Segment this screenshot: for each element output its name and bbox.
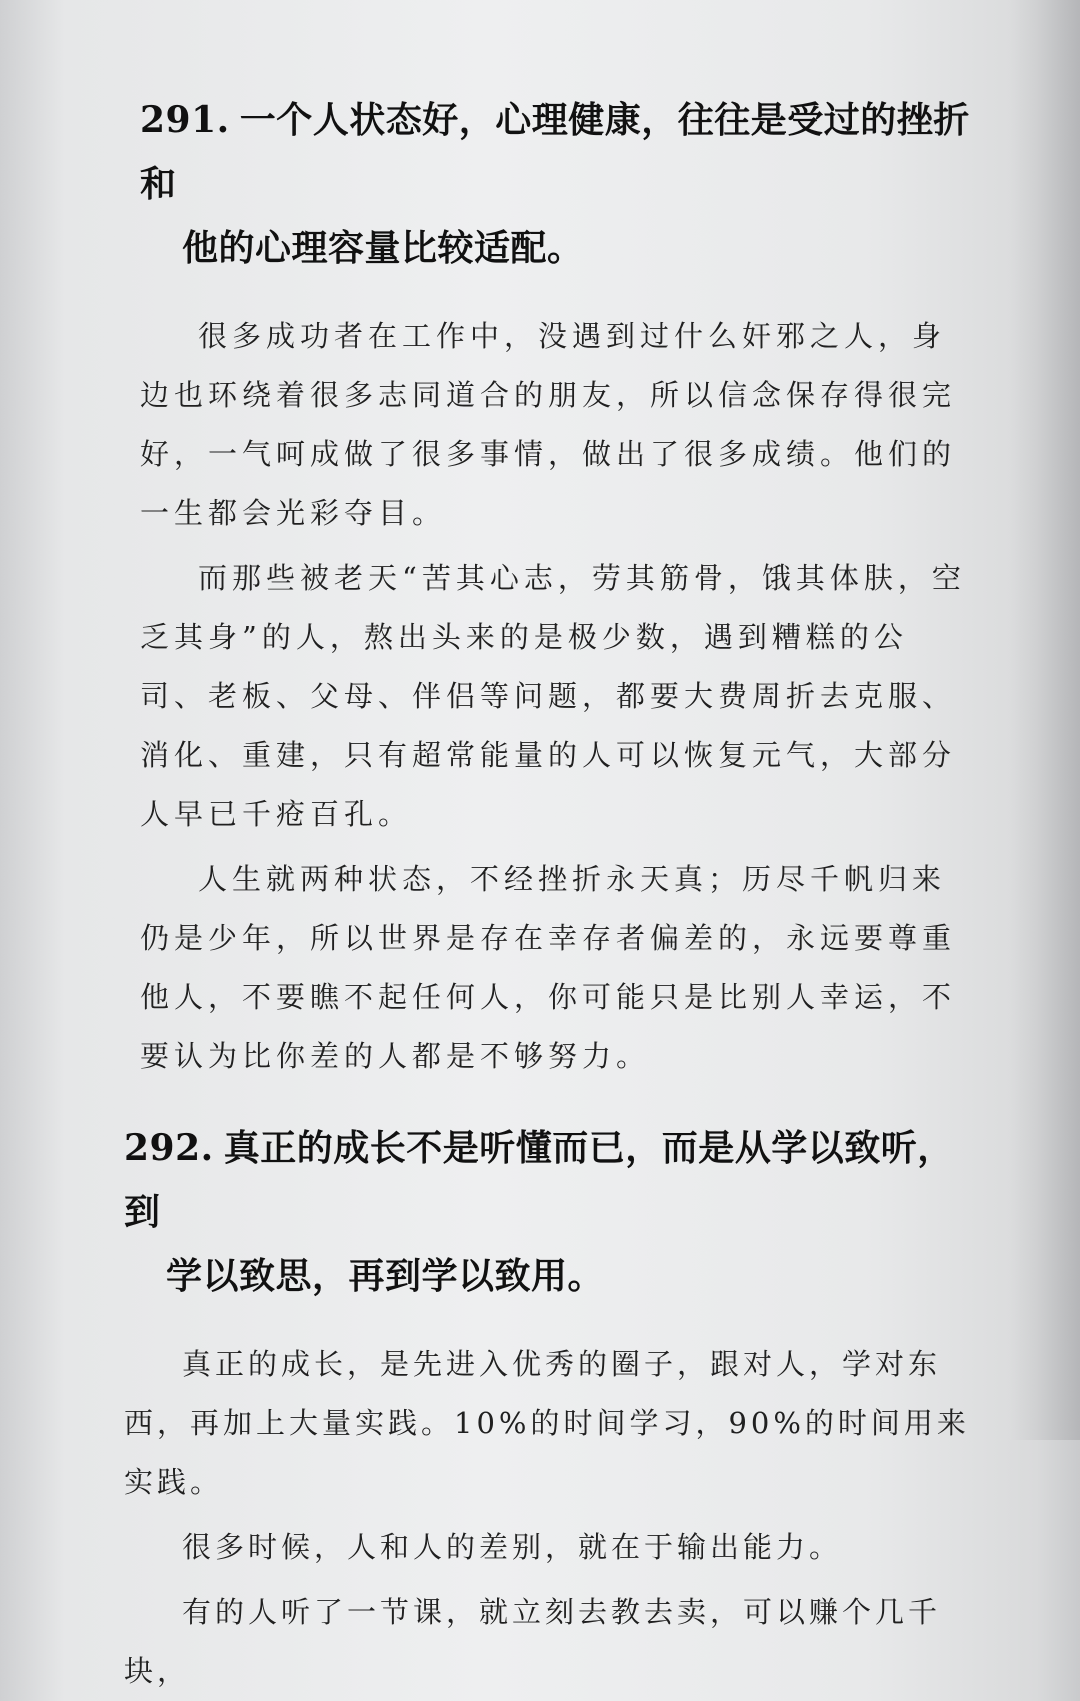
section-number: 291. bbox=[140, 99, 230, 141]
paragraph: 而那些被老天“苦其心志，劳其筋骨，饿其体肤，空乏其身”的人，熬出头来的是极少数，遇到糟糕的公司、老板、父母、伴侣等问题，都要大费周折去克服、消化、重建，只有超常能量的人可以恢复元气，大部分人早已千疮百孔。 bbox=[140, 561, 966, 831]
section-heading bbox=[124, 1116, 970, 1309]
section-heading bbox=[140, 88, 970, 281]
heading-line-1: 一个人状态好，心理健康，往往是受过的挫折和 bbox=[140, 100, 970, 205]
heading-line-2: 学以致思，再到学以致用。 bbox=[166, 1256, 605, 1297]
paragraph: 很多时候，人和人的差别，就在于输出能力。 bbox=[182, 1530, 843, 1564]
paragraph: 人生就两种状态，不经挫折永天真；历尽千帆归来仍是少年，所以世界是存在幸存者偏差的，永远要尊重他人，不要瞧不起任何人，你可能只是比别人幸运，不要认为比你差的人都是不够努力。 bbox=[140, 862, 957, 1073]
paragraph: 有的人听了一节课，就立刻去教去卖，可以赚个几千块， bbox=[124, 1595, 942, 1688]
section-number: 292. bbox=[124, 1127, 214, 1169]
section-292 bbox=[124, 1116, 970, 1701]
paragraph: 真正的成长，是先进入优秀的圈子，跟对人，学对东西，再加上大量实践。10%的时间学习，90%的时间用来实践。 bbox=[124, 1347, 970, 1499]
heading-line-2: 他的心理容量比较适配。 bbox=[182, 228, 584, 269]
section-291 bbox=[140, 88, 970, 1086]
heading-line-1: 真正的成长不是听懂而已，而是从学以致听，到 bbox=[124, 1128, 954, 1233]
paragraph: 很多成功者在工作中，没遇到过什么奸邪之人，身边也环绕着很多志同道合的朋友，所以信念保存得很完好，一气呵成做了很多事情，做出了很多成绩。他们的一生都会光彩夺目。 bbox=[140, 319, 957, 530]
